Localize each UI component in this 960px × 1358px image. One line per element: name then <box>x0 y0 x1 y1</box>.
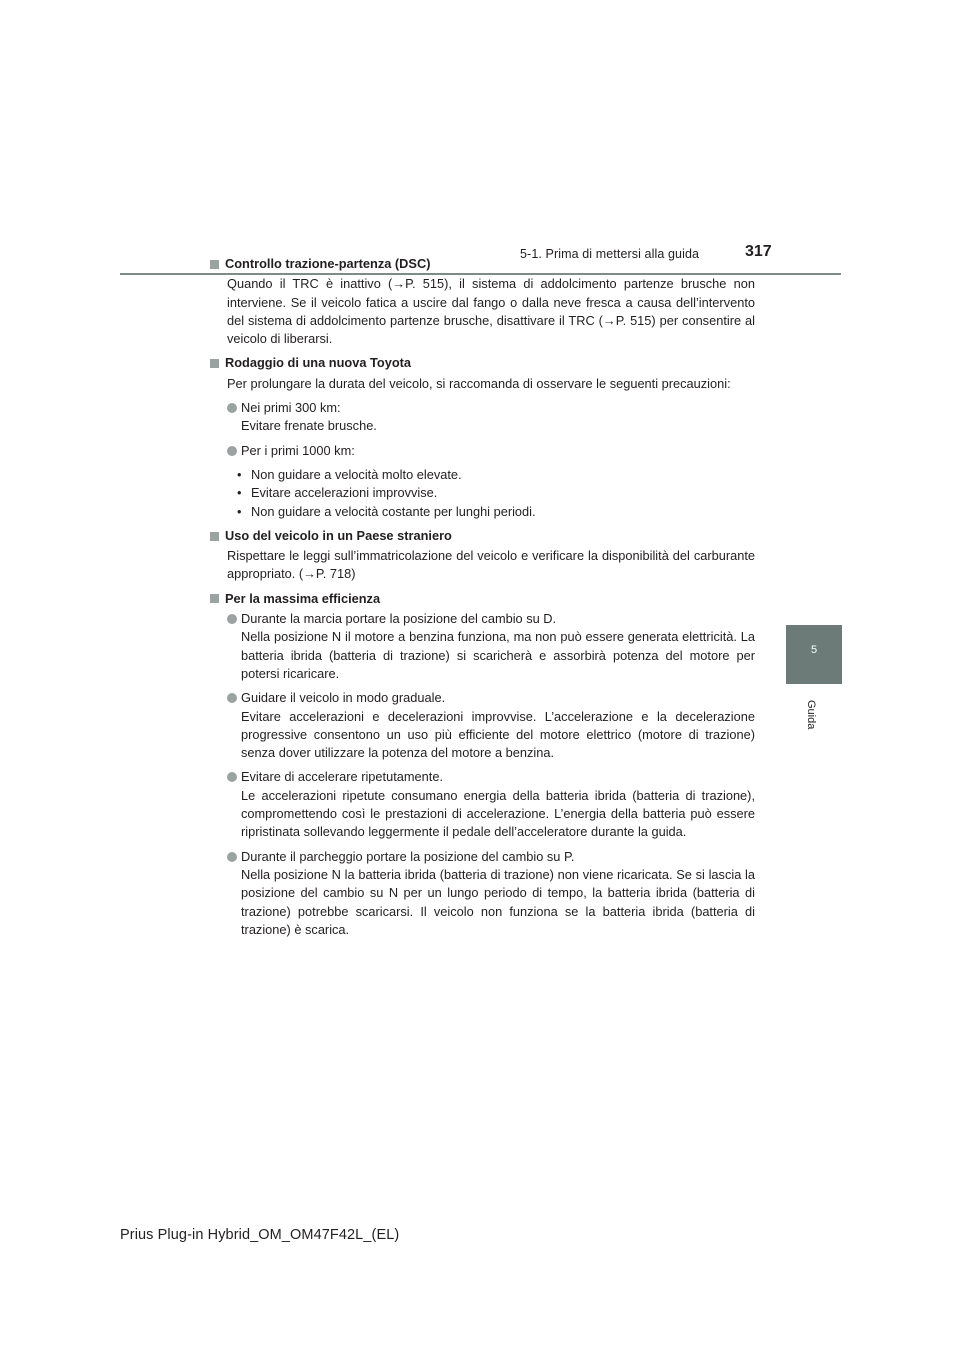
footer-document-id: Prius Plug-in Hybrid_OM_OM47F42L_(EL) <box>120 1227 400 1243</box>
list-item-title: Per i primi 1000 km: <box>241 442 355 458</box>
page-content <box>210 255 755 945</box>
dot-marker-icon: • <box>237 485 242 501</box>
section-break-in <box>210 354 755 520</box>
list-item-text: Evitare accelerazioni e decelerazioni improvvise. L’accelerazione e la decelerazione progressive consentono un uso più efficiente del motore elettrico (motore di trazione) senza dover utilizzare la potenza del motore a benzina. <box>241 708 755 761</box>
dot-marker-icon: • <box>237 466 242 482</box>
header-section-title: 5-1. Prima di mettersi alla guida <box>520 247 700 261</box>
list-item-text: Nella posizione N la batteria ibrida (batteria di trazione) non viene ricaricata. Se si lascia la posizione del cambio su N per un lungo periodo di tempo, la batteria ibrida (batteria di trazione) potrebbe scaricarsi. Il veicolo non funziona se la batteria ibrida (batteria di trazione) è scarica. <box>241 866 755 937</box>
list-item-title: Nei primi 300 km: <box>241 400 341 416</box>
chapter-tab[interactable] <box>786 625 842 684</box>
list-item-title: Durante il parcheggio portare la posizione del cambio su P. <box>241 848 575 864</box>
list-item-title: Evitare di accelerare ripetutamente. <box>241 769 444 785</box>
list-item-text: Nella posizione N il motore a benzina funziona, ma non può essere generata elettricità. La batteria ibrida (batteria di trazione) si scaricherà e assorbirà potenza del motore per potersi ricaricare. <box>241 629 755 681</box>
chapter-label: Guida <box>805 700 817 730</box>
list-item <box>210 399 755 436</box>
sub-list-item <box>237 503 755 521</box>
section-paragraph: Rispettare le leggi sull’immatricolazione del veicolo e verificare la disponibilità del carburante appropriato. (→P. 718) <box>227 548 755 582</box>
section-heading <box>210 527 755 545</box>
list-item-title: Durante la marcia portare la posizione del cambio su D. <box>241 611 557 627</box>
list-item <box>210 689 755 762</box>
section-paragraph: Per prolungare la durata del veicolo, si raccomanda di osservare le seguenti precauzioni: <box>227 375 731 391</box>
list-item <box>210 768 755 841</box>
section-heading-text: Controllo trazione-partenza (DSC) <box>225 256 431 271</box>
list-item <box>210 848 755 939</box>
list-item-title: Guidare il veicolo in modo graduale. <box>241 690 446 706</box>
section-dsc <box>210 255 755 348</box>
sub-list-item-text: Non guidare a velocità costante per lunghi periodi. <box>251 503 536 519</box>
section-foreign-country <box>210 527 755 584</box>
square-bullet-icon <box>210 532 219 541</box>
section-heading-text: Uso del veicolo in un Paese straniero <box>225 527 452 543</box>
section-heading-text: Per la massima efficienza <box>225 590 381 606</box>
dot-marker-icon: • <box>237 503 242 519</box>
section-heading <box>210 590 755 608</box>
sub-list-item <box>237 484 755 502</box>
square-bullet-icon <box>210 594 219 603</box>
section-paragraph: Quando il TRC è inattivo (→P. 515), il sistema di addolcimento partenze brusche non interviene. Se il veicolo fatica a uscire dal fango o dalla neve fresca a causa dell’intervento del sistema di addolcimento partenze brusche, disattivare il TRC (→P. 515) per consentire al veicolo di liberarsi. <box>227 276 755 347</box>
circle-bullet-icon <box>227 852 237 862</box>
section-heading-text: Rodaggio di una nuova Toyota <box>225 355 412 371</box>
chapter-number: 5 <box>810 644 818 656</box>
page-number: 317 <box>745 243 772 260</box>
chapter-label-container <box>805 700 825 740</box>
section-efficiency <box>210 590 755 939</box>
circle-bullet-icon <box>227 614 237 624</box>
sub-list <box>210 466 755 521</box>
sub-list-item-text: Evitare accelerazioni improvvise. <box>251 485 438 501</box>
section-heading <box>210 255 755 273</box>
circle-bullet-icon <box>227 772 237 782</box>
list-item <box>210 610 755 683</box>
square-bullet-icon <box>210 359 219 368</box>
list-item <box>210 442 755 460</box>
circle-bullet-icon <box>227 446 237 456</box>
sub-list-item-text: Non guidare a velocità molto elevate. <box>251 466 462 482</box>
circle-bullet-icon <box>227 693 237 703</box>
list-item-text: Le accelerazioni ripetute consumano energia della batteria ibrida (batteria di trazione), compromettendo così le prestazioni di accelerazione. L’energia della batteria può essere ripristinata sollevando leggermente il pedale dell’acceleratore durante la guida. <box>241 787 755 840</box>
sub-list-item <box>237 466 755 484</box>
section-heading <box>210 354 755 372</box>
square-bullet-icon <box>210 260 219 269</box>
list-item-text: Evitare frenate brusche. <box>241 418 377 434</box>
circle-bullet-icon <box>227 403 237 413</box>
